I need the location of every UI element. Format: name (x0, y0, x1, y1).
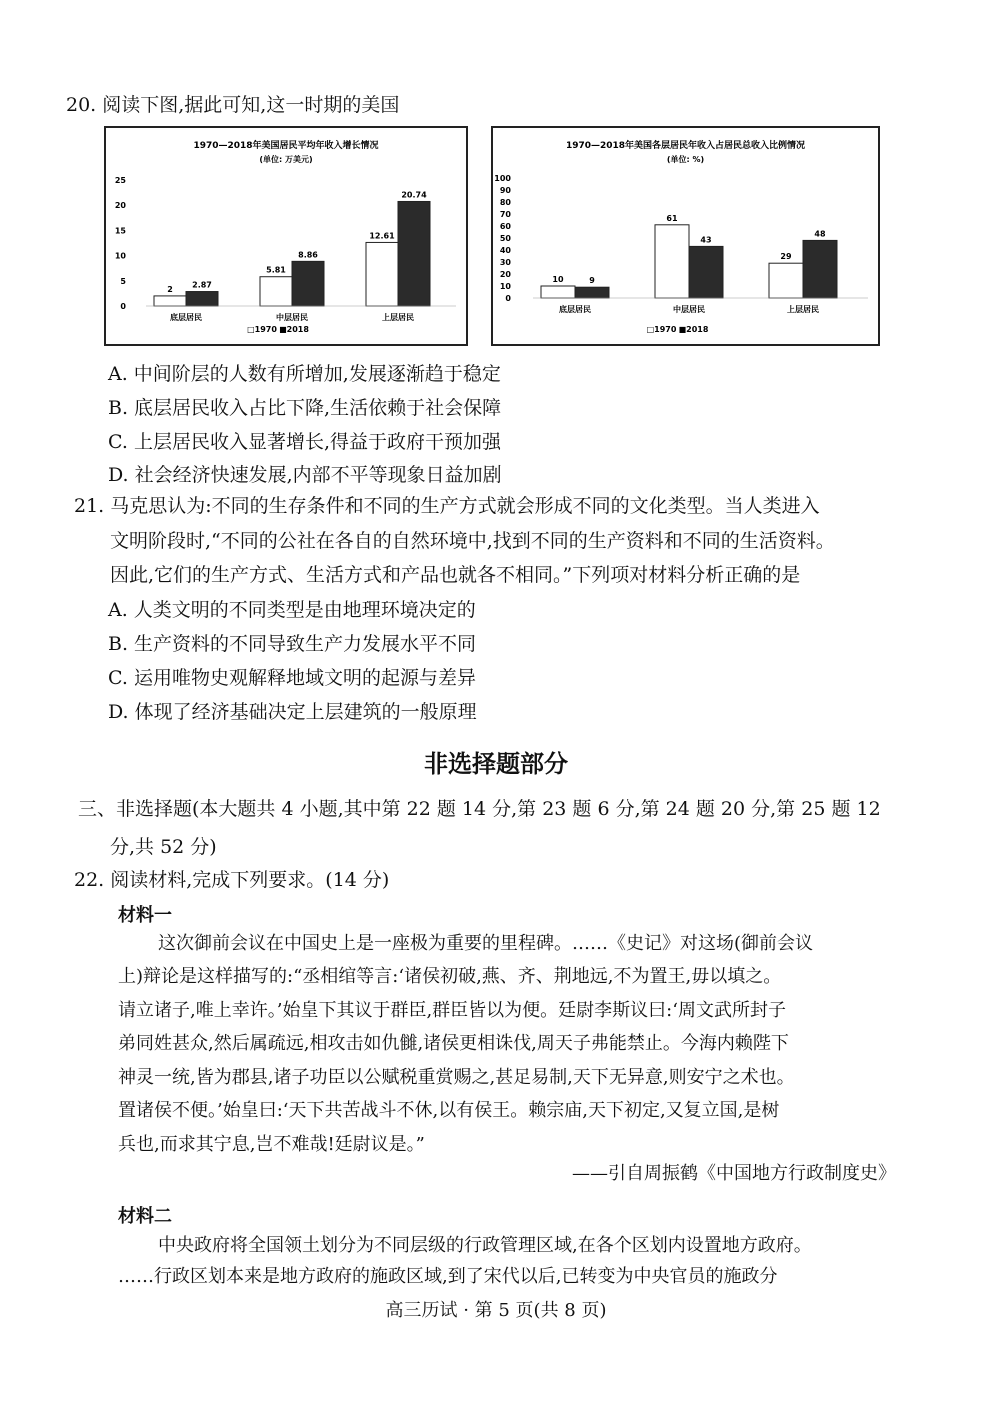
data-label: 12.61 (369, 231, 395, 241)
q20-option-c: C. 上层居民收入显著增长,得益于政府干预加强 (108, 431, 501, 453)
data-label: 8.86 (298, 250, 318, 260)
y-tick-label: 60 (499, 222, 511, 231)
y-tick-label: 100 (494, 174, 511, 183)
material1-source: ——引自周振鹤《中国地方行政制度史》 (572, 1163, 896, 1184)
data-label: 2 (167, 284, 173, 294)
part3-line-1: 三、非选择题(本大题共 4 小题,其中第 22 题 14 分,第 23 题 6 分,第 24 题 20 分,第 25 题 12 (78, 798, 881, 820)
y-tick-label: 30 (499, 258, 511, 267)
bar-1970-2 (366, 242, 398, 306)
y-tick-label: 15 (114, 226, 126, 236)
y-tick-label: 0 (505, 294, 511, 303)
data-label: 9 (589, 276, 595, 286)
x-tick-label: 中层居民 (276, 313, 308, 322)
bar-1970-1 (260, 277, 292, 306)
bar-2018-2 (803, 240, 837, 298)
data-label: 43 (700, 235, 712, 245)
material2-line-2: ……行政区划本来是地方政府的施政区域,到了宋代以后,已转变为中央官员的施政分 (118, 1266, 778, 1287)
q20-option-b: B. 底层居民收入占比下降,生活依赖于社会保障 (108, 397, 502, 419)
x-tick-label: 底层居民 (559, 305, 591, 314)
bar-2018-1 (689, 246, 723, 298)
y-tick-label: 10 (499, 282, 511, 291)
chart-title: 1970—2018年美国各层居民年收入占居民总收入比例情况 (565, 141, 806, 151)
data-label: 29 (780, 252, 792, 262)
q20-stem: 20. 阅读下图,据此可知,这一时期的美国 (66, 94, 400, 116)
chart-income-growth (104, 126, 468, 346)
legend-1970: □1970 (247, 325, 277, 334)
q21-option-c: C. 运用唯物史观解释地域文明的起源与差异 (108, 667, 476, 689)
page-footer: 高三历试 · 第 5 页(共 8 页) (385, 1300, 607, 1321)
material1-label: 材料一 (118, 905, 172, 926)
data-label: 5.81 (266, 265, 286, 275)
q21-option-d: D. 体现了经济基础决定上层建筑的一般原理 (108, 701, 477, 723)
y-tick-label: 50 (499, 234, 511, 243)
bar-2018-0 (186, 292, 218, 306)
q21-line-3: 因此,它们的生产方式、生活方式和产品也就各不相同。”下列项对材料分析正确的是 (110, 564, 801, 586)
data-label: 2.87 (192, 280, 212, 290)
q20-option-a: A. 中间阶层的人数有所增加,发展逐渐趋于稳定 (108, 363, 501, 385)
material1-line-6: 置诸侯不便。’始皇曰:‘天下共苦战斗不休,以有侯王。赖宗庙,天下初定,又复立国,是树 (118, 1100, 780, 1121)
y-tick-label: 70 (499, 210, 511, 219)
bar-1970-0 (541, 286, 575, 298)
part3-line-2: 分,共 52 分) (110, 836, 217, 858)
y-tick-label: 20 (499, 270, 511, 279)
y-tick-label: 80 (499, 198, 511, 207)
q21-option-b: B. 生产资料的不同导致生产力发展水平不同 (108, 633, 477, 655)
y-tick-label: 25 (114, 176, 126, 185)
material1-line-5: 神灵一统,皆为郡县,诸子功臣以公赋税重赏赐之,甚足易制,天下无异意,则安宁之术也。 (118, 1067, 795, 1088)
bar-1970-2 (769, 263, 803, 298)
legend-2018: ■2018 (678, 325, 709, 334)
material1-line-3: 请立诸子,唯上幸许。’始皇下其议于群臣,群臣皆以为便。廷尉李斯议曰:‘周文武所封子 (118, 1000, 786, 1021)
legend-2018: ■2018 (279, 325, 309, 334)
y-tick-label: 40 (499, 246, 511, 255)
bar-2018-0 (575, 287, 609, 298)
q20-option-d: D. 社会经济快速发展,内部不平等现象日益加剧 (108, 464, 502, 486)
chart-subtitle: (单位: %) (666, 155, 705, 164)
data-label: 48 (814, 229, 826, 239)
data-label: 61 (666, 213, 678, 223)
y-tick-label: 20 (114, 201, 126, 211)
material1-line-7: 兵也,而求其宁息,岂不难哉!廷尉议是。” (118, 1134, 425, 1155)
bar-2018-1 (292, 261, 324, 306)
section-title: 非选择题部分 (424, 750, 568, 778)
y-tick-label: 0 (120, 302, 126, 311)
material1-line-4: 弟同姓甚众,然后属疏远,相攻击如仇雠,诸侯更相诛伐,周天子弗能禁止。今海内赖陛下 (118, 1033, 789, 1054)
bar-1970-0 (154, 296, 186, 306)
legend-1970: □1970 (646, 325, 677, 334)
bar-2018-2 (398, 201, 430, 306)
x-tick-label: 中层居民 (673, 305, 705, 314)
x-tick-label: 上层居民 (382, 313, 414, 322)
q21-option-a: A. 人类文明的不同类型是由地理环境决定的 (108, 599, 476, 621)
material2-line-1: 中央政府将全国领土划分为不同层级的行政管理区域,在各个区划内设置地方政府。 (158, 1235, 812, 1256)
q21-line-2: 文明阶段时,“不同的公社在各自的自然环境中,找到不同的生产资料和不同的生活资料。 (110, 530, 835, 552)
q22-stem: 22. 阅读材料,完成下列要求。(14 分) (74, 869, 390, 891)
q21-line-1: 21. 马克思认为:不同的生存条件和不同的生产方式就会形成不同的文化类型。当人类进入 (74, 495, 820, 517)
material1-line-2: 上)辩论是这样描写的:“丞相绾等言:‘诸侯初破,燕、齐、荆地远,不为置王,毋以填之。 (118, 966, 782, 987)
y-tick-label: 90 (499, 186, 511, 195)
y-tick-label: 5 (120, 276, 126, 286)
x-tick-label: 上层居民 (787, 305, 819, 314)
y-tick-label: 10 (114, 251, 126, 261)
material2-label: 材料二 (118, 1206, 172, 1227)
chart-title: 1970—2018年美国居民平均年收入增长情况 (193, 141, 379, 151)
chart-income-growth-svg (106, 128, 466, 344)
data-label: 10 (552, 275, 564, 284)
bar-1970-1 (655, 225, 689, 298)
data-label: 20.74 (401, 190, 427, 200)
x-tick-label: 底层居民 (170, 313, 202, 322)
chart-income-share (491, 126, 880, 346)
chart-subtitle: (单位: 万美元) (259, 155, 313, 164)
chart-income-share-svg (493, 128, 878, 344)
material1-line-1: 这次御前会议在中国史上是一座极为重要的里程碑。……《史记》对这场(御前会议 (158, 933, 814, 954)
